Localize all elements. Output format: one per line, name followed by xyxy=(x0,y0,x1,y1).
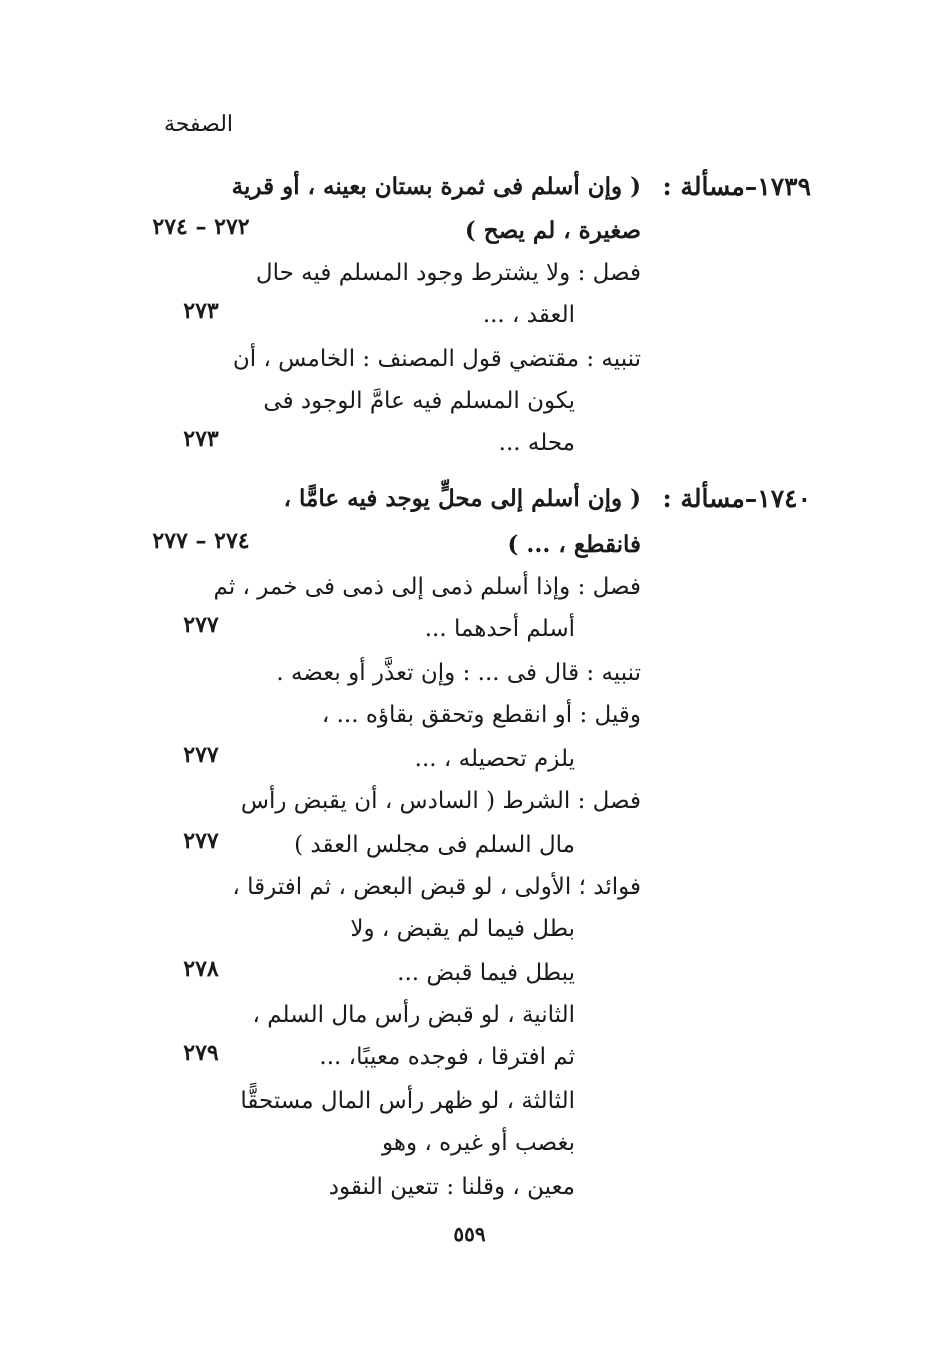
page-reference: ٢٧٣ xyxy=(183,426,219,452)
entry-text-line: بطل فيما لم يقبض ، ولا xyxy=(350,916,575,942)
entry-text-line: صغيرة ، لم يصح ) xyxy=(464,217,641,244)
entry-text-line: ( وإن أسلم فى ثمرة بستان بعينه ، أو قرية xyxy=(231,173,641,200)
entry-text-line: فصل : وإذا أسلم ذمى إلى ذمى فى خمر ، ثم xyxy=(213,574,641,600)
entry-text-line: معين ، وقلنا : تتعين النقود xyxy=(328,1174,575,1200)
entry-text-line: يبطل فيما قبض ... xyxy=(397,960,575,986)
page-column-header: الصفحة xyxy=(164,112,234,137)
entry-text-line: العقد ، ... xyxy=(482,302,575,328)
entry-text-line: وقيل : أو انقطع وتحقق بقاؤه ... ، xyxy=(321,702,641,728)
entry-text-line: فصل : ولا يشترط وجود المسلم فيه حال xyxy=(255,260,641,286)
entry-text-line: بغصب أو غيره ، وهو xyxy=(381,1130,575,1156)
entry-text-line: فوائد ؛ الأولى ، لو قبض البعض ، ثم افترقا ، xyxy=(232,874,641,900)
entry-text-line: مال السلم فى مجلس العقد ) xyxy=(294,832,575,858)
entry-text-line: فصل : الشرط ( السادس ، أن يقبض رأس xyxy=(240,788,641,814)
entry-text-line: ثم افترقا ، فوجده معيبًا، ... xyxy=(319,1044,575,1070)
page-reference: ٢٧٢ – ٢٧٤ xyxy=(152,214,250,240)
entry-text-line: الثالثة ، لو ظهر رأس المال مستحقًّا xyxy=(240,1088,575,1114)
page-reference: ٢٧٨ xyxy=(183,956,219,982)
entry-text-line: يكون المسلم فيه عامَّ الوجود فى xyxy=(263,388,575,414)
page-reference: ٢٧٧ xyxy=(183,828,219,854)
entry-text-line: ( وإن أسلم إلى محلٍّ يوجد فيه عامًّا ، xyxy=(283,485,641,512)
entry-label: ١٧٣٩–مسألة : xyxy=(662,172,811,201)
entry-text-line: تنبيه : مقتضي قول المصنف : الخامس ، أن xyxy=(232,346,641,372)
entry-text-line: فانقطع ، ... ) xyxy=(507,531,641,558)
page-reference: ٢٧٣ xyxy=(183,298,219,324)
entry-text-line: أسلم أحدهما ... xyxy=(424,616,575,642)
entry-text-line: محله ... xyxy=(498,430,575,456)
entry-text-line: يلزم تحصيله ، ... xyxy=(414,746,575,772)
page-reference: ٢٧٧ xyxy=(183,612,219,638)
entry-label: ١٧٤٠–مسألة : xyxy=(662,484,811,513)
entry-text-line: تنبيه : قال فى ... : وإن تعذَّر أو بعضه . xyxy=(276,660,641,686)
page-number: ٥٥٩ xyxy=(453,1222,486,1246)
page-reference: ٢٧٩ xyxy=(183,1040,219,1066)
page-reference: ٢٧٧ xyxy=(183,742,219,768)
page-reference: ٢٧٤ – ٢٧٧ xyxy=(152,528,250,554)
entry-text-line: الثانية ، لو قبض رأس مال السلم ، xyxy=(252,1002,575,1028)
